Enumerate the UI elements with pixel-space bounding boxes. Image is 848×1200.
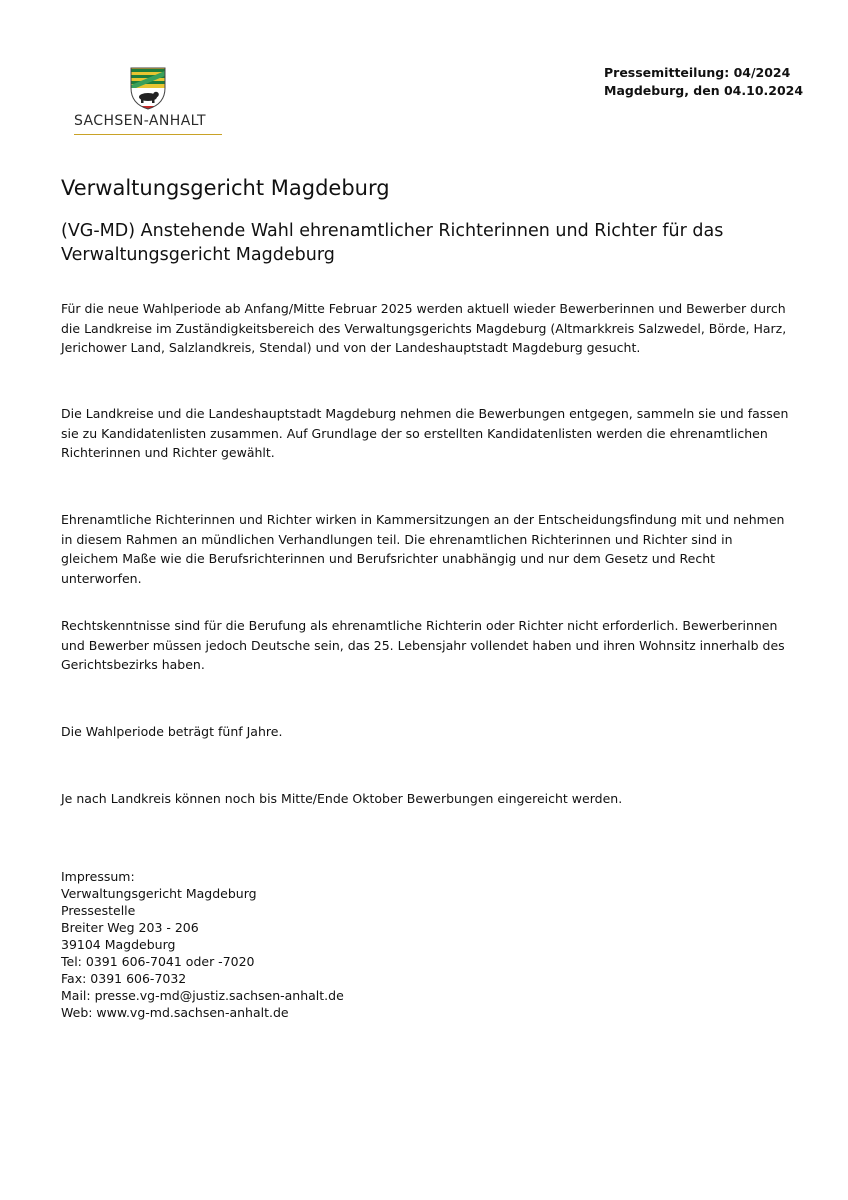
logo-underline	[74, 134, 222, 135]
impressum-city: 39104 Magdeburg	[61, 937, 176, 952]
impressum-heading: Impressum:	[61, 869, 135, 884]
impressum-phone: Tel: 0391 606-7041 oder -7020	[61, 954, 255, 969]
press-release-number: Pressemitteilung: 04/2024	[604, 65, 791, 80]
impressum-court: Verwaltungsgericht Magdeburg	[61, 886, 257, 901]
paragraph-2: Die Landkreise und die Landeshauptstadt Magdeburg nehmen die Bewerbungen entgegen, sammeln sie und fassen sie zu Kandidatenlisten zusammen. Auf Grundlage der so erstellten Kandidatenlisten werden die ehrenamtlichen Richterinnen und Richter gewählt.	[61, 406, 789, 460]
impressum-mail: Mail: presse.vg-md@justiz.sachsen-anhalt.de	[61, 988, 344, 1003]
press-release-info	[604, 64, 803, 100]
paragraph-4: Rechtskenntnisse sind für die Berufung als ehrenamtliche Richterin oder Richter nicht erforderlich. Bewerberinnen und Bewerber müssen jedoch Deutsche sein, das 25. Lebensjahr vollendet haben und ihren Wohnsitz innerhalb des Gerichtsbezirks haben.	[61, 618, 785, 672]
impressum	[61, 868, 344, 1021]
impressum-web: Web: www.vg-md.sachsen-anhalt.de	[61, 1005, 289, 1020]
logo-text: SACHSEN-ANHALT	[74, 113, 206, 129]
state-logo	[74, 66, 224, 138]
place-date: Magdeburg, den 04.10.2024	[604, 83, 804, 98]
paragraph-6: Je nach Landkreis können noch bis Mitte/Ende Oktober Bewerbungen eingereicht werden.	[61, 791, 623, 806]
impressum-office: Pressestelle	[61, 903, 136, 918]
coat-of-arms-icon	[129, 66, 167, 110]
court-title: Verwaltungsgericht Magdeburg	[61, 176, 390, 200]
impressum-fax: Fax: 0391 606-7032	[61, 971, 187, 986]
paragraph-5: Die Wahlperiode beträgt fünf Jahre.	[61, 724, 283, 739]
paragraph-3: Ehrenamtliche Richterinnen und Richter wirken in Kammersitzungen an der Entscheidungsfindung mit und nehmen in diesem Rahmen an mündlichen Verhandlungen teil. Die ehrenamtlichen Richterinnen und Richter sind in gleichem Maße wie die Berufsrichterinnen und Berufsrichter unabhängig und nur dem Gesetz und Recht unterworfen.	[61, 512, 785, 586]
impressum-street: Breiter Weg 203 - 206	[61, 920, 199, 935]
headline: (VG-MD) Anstehende Wahl ehrenamtlicher Richterinnen und Richter für das Verwaltungsgericht Magdeburg	[61, 221, 724, 265]
paragraph-1: Für die neue Wahlperiode ab Anfang/Mitte Februar 2025 werden aktuell wieder Bewerberinnen und Bewerber durch die Landkreise im Zuständigkeitsbereich des Verwaltungsgerichts Magdeburg (Altmarkkreis Salzwedel, Börde, Harz, Jerichower Land, Salzlandkreis, Stendal) und von der Landeshauptstadt Magdeburg gesucht.	[61, 301, 787, 355]
